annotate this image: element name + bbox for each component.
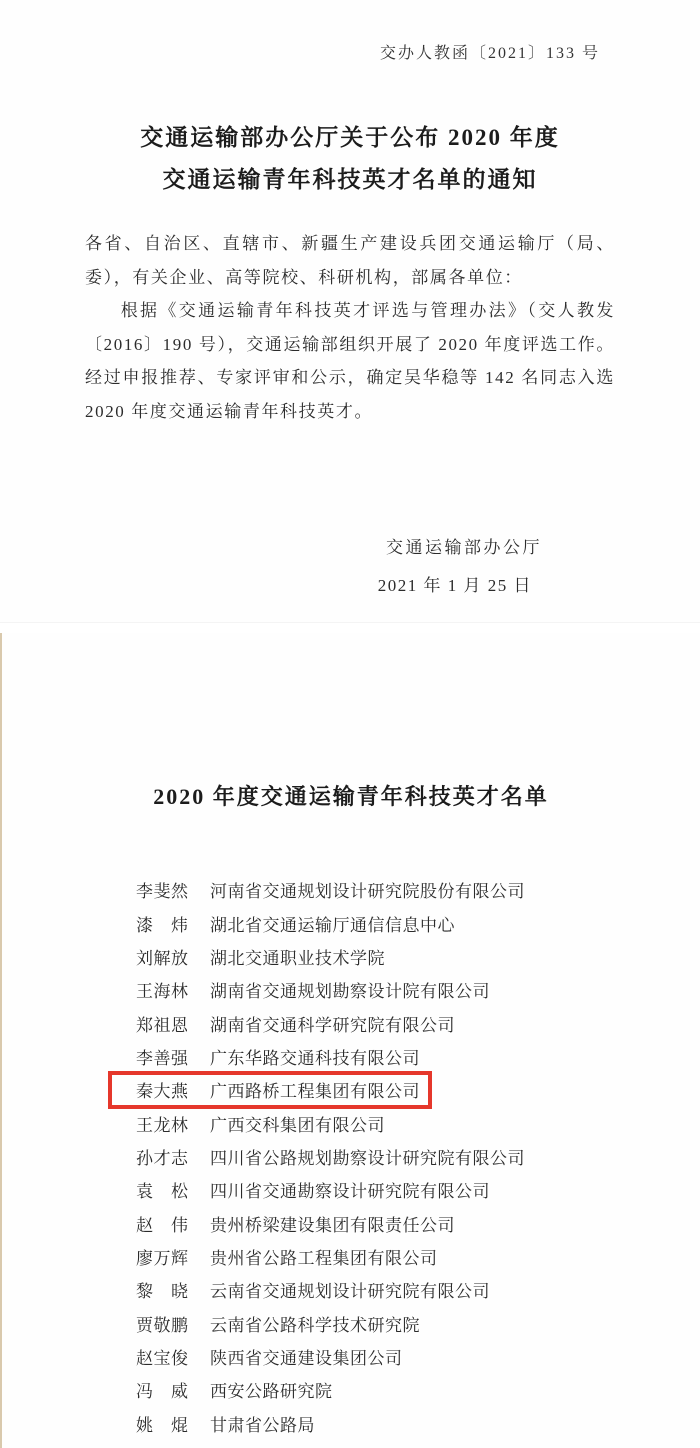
- list-page: [0, 633, 700, 1448]
- organization-name: 四川省交通勘察设计研究院有限公司: [210, 1182, 490, 1202]
- person-name: 秦大燕: [136, 1082, 189, 1102]
- person-name: 贾敬鹏: [136, 1315, 189, 1335]
- person-name: 刘解放: [136, 948, 189, 968]
- organization-name: 湖北交通职业技术学院: [210, 948, 385, 968]
- talent-list: [2, 873, 700, 1440]
- salutation: 各省、自治区、直辖市、新疆生产建设兵团交通运输厅（局、委），有关企业、高等院校、科研机构，部属各单位：: [85, 234, 615, 287]
- person-name: 孙才志: [136, 1148, 189, 1168]
- organization-name: 四川省公路规划勘察设计研究院有限公司: [210, 1148, 525, 1168]
- list-title: 2020 年度交通运输青年科技英才名单: [153, 784, 549, 809]
- person-name: 漆 炜: [136, 915, 189, 935]
- list-item: [136, 1240, 700, 1273]
- person-name: 廖万辉: [136, 1248, 189, 1268]
- organization-name: 广东华路交通科技有限公司: [210, 1048, 420, 1068]
- list-item: [136, 940, 700, 973]
- person-name: 冯 威: [136, 1382, 189, 1402]
- organization-name: 云南省交通规划设计研究院有限公司: [210, 1282, 490, 1302]
- list-item: [136, 1306, 700, 1339]
- person-name: 黎 晓: [136, 1282, 189, 1302]
- organization-name: 云南省公路科学技术研究院: [210, 1315, 420, 1335]
- list-item: [136, 1173, 700, 1206]
- list-item: [136, 906, 700, 939]
- organization-name: 贵州桥梁建设集团有限责任公司: [210, 1215, 455, 1235]
- person-name: 赵宝俊: [136, 1348, 189, 1368]
- list-item: [136, 1373, 700, 1406]
- list-item: [136, 1006, 700, 1039]
- list-item: [136, 1040, 700, 1073]
- person-name: 李善强: [136, 1048, 189, 1068]
- list-item: [136, 1206, 700, 1239]
- organization-name: 西安公路研究院: [210, 1382, 333, 1402]
- list-item: [136, 1273, 700, 1306]
- list-item: [136, 1073, 700, 1106]
- organization-name: 湖南省交通规划勘察设计院有限公司: [210, 982, 490, 1002]
- organization-name: 贵州省公路工程集团有限公司: [210, 1248, 438, 1268]
- list-item: [136, 1340, 700, 1373]
- sign-date: 2021 年 1 月 25 日: [377, 576, 532, 595]
- organization-name: 湖南省交通科学研究院有限公司: [210, 1015, 455, 1035]
- list-item: [136, 1140, 700, 1173]
- organization-name: 湖北省交通运输厅通信信息中心: [210, 915, 455, 935]
- signature-block: [85, 536, 615, 598]
- person-name: 王海林: [136, 982, 189, 1002]
- person-name: 姚 焜: [136, 1415, 189, 1435]
- person-name: 李斐然: [136, 882, 189, 902]
- notice-page: [0, 0, 700, 622]
- person-name: 郑祖恩: [136, 1015, 189, 1035]
- organization-name: 河南省交通规划设计研究院股份有限公司: [210, 882, 525, 902]
- notice-title-line1: 交通运输部办公厅关于公布 2020 年度: [140, 125, 560, 150]
- notice-title-line2: 交通运输青年科技英才名单的通知: [162, 167, 538, 192]
- organization-name: 甘肃省公路局: [210, 1415, 315, 1435]
- page-seam: [0, 622, 700, 633]
- person-name: 袁 松: [136, 1182, 189, 1202]
- signer: 交通运输部办公厅: [386, 538, 542, 557]
- person-name: 王龙林: [136, 1115, 189, 1135]
- list-item: [136, 873, 700, 906]
- notice-title: [85, 117, 615, 201]
- organization-name: 广西交科集团有限公司: [210, 1115, 385, 1135]
- notice-body-paragraph: 根据《交通运输青年科技英才评选与管理办法》（交人教发〔2016〕190 号），交通运输部组织开展了 2020 年度评选工作。经过申报推荐、专家评审和公示，确定吴华稳等 142 名同志入选 2020 年度交通运输青年科技英才。: [85, 301, 615, 421]
- list-item: [136, 973, 700, 1006]
- person-name: 赵 伟: [136, 1215, 189, 1235]
- organization-name: 广西路桥工程集团有限公司: [210, 1082, 420, 1102]
- organization-name: 陕西省交通建设集团公司: [210, 1348, 403, 1368]
- list-item: [136, 1106, 700, 1139]
- doc-number: 交办人教函〔2021〕133 号: [379, 45, 600, 62]
- list-item: [136, 1407, 700, 1440]
